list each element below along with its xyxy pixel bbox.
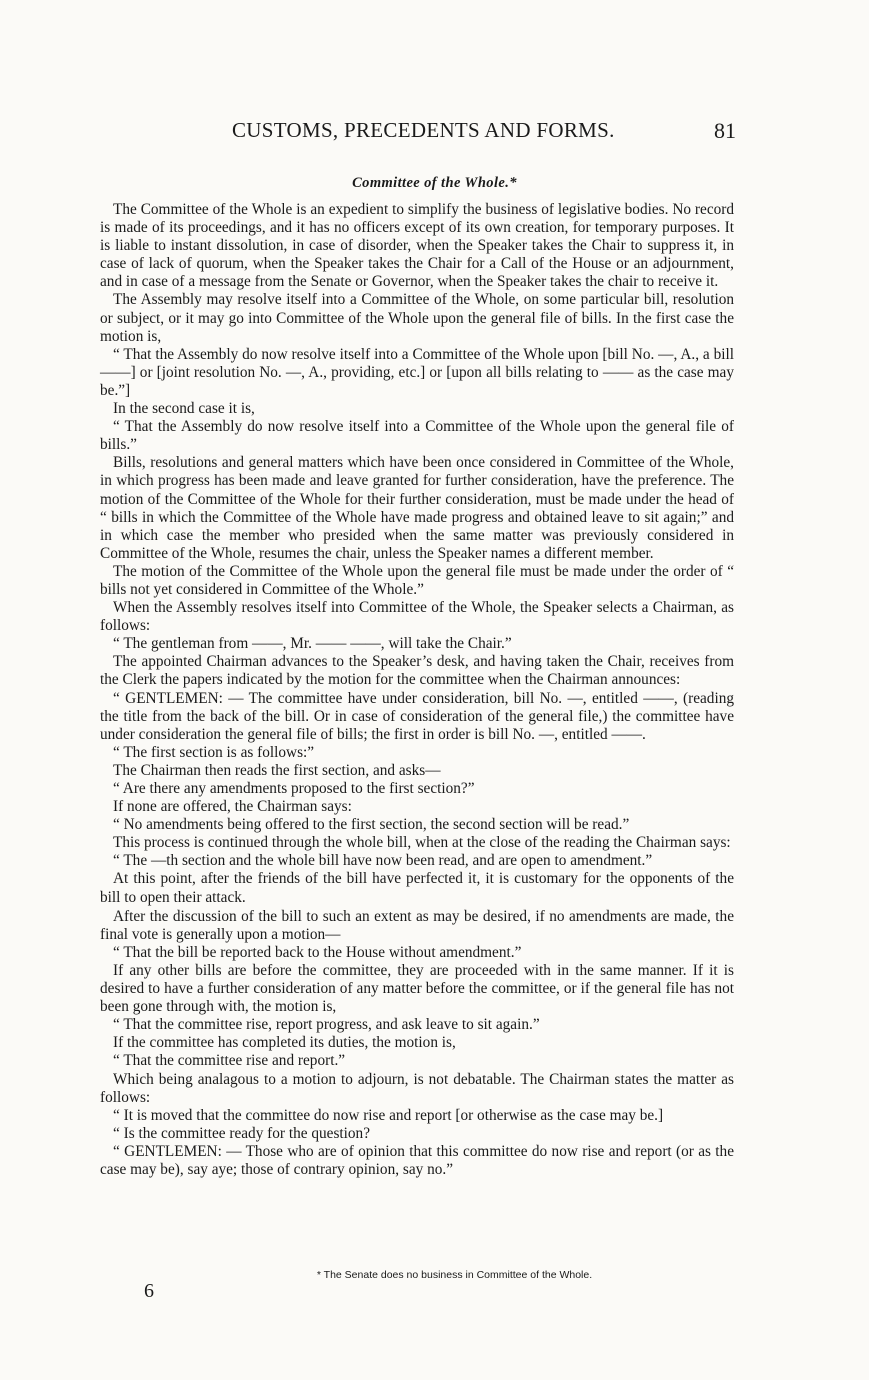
paragraph: If none are offered, the Chairman says:	[113, 798, 352, 816]
paragraph: “ GENTLEMEN: — The committee have under consideration, bill No. —, entitled ——, (reading the title from the back of the bill. Or in case of consideration of the general file,) the committee have under consideration the general file of bills; the first in order is bill No. —, entitled ——.	[100, 689, 734, 743]
paragraph: When the Assembly resolves itself into Committee of the Whole, the Speaker selects a Chairman, as follows:	[100, 599, 734, 635]
paragraph: The Chairman then reads the first section, and asks—	[113, 761, 441, 779]
footnote: * The Senate does no business in Committee of the Whole.	[316, 1269, 593, 1281]
paragraph: Bills, resolutions and general matters which have been once considered in Committee of the Whole, in which progress has been made and leave granted for further consideration, have the preference. The motion of the Committee of the Whole for their further consideration, must be made under the head of “ bills in which the Committee of the Whole have made progress and obtained leave to sit again;” and in which case the member who presided when the same matter was previously considered in Committee of the Whole, resumes the chair, unless the Speaker names a different member.	[100, 454, 734, 562]
paragraph: If the committee has completed its duties, the motion is,	[113, 1034, 456, 1052]
paragraph: “ The —th section and the whole bill have now been read, and are open to amendment.”	[113, 852, 653, 870]
paragraph: The Assembly may resolve itself into a Committee of the Whole, on some particular bill, resolution or subject, or it may go into Committee of the Whole upon the general file of bills. In the first case the motion is,	[100, 291, 734, 345]
paragraph: The motion of the Committee of the Whole upon the general file must be made under the order of “ bills not yet considered in Committee of the Whole.”	[100, 562, 734, 598]
running-title: CUSTOMS, PRECEDENTS AND FORMS.	[232, 118, 615, 142]
body-text	[100, 201, 734, 1179]
paragraph: “ That the committee rise and report.”	[113, 1052, 346, 1070]
paragraph: “ The first section is as follows:”	[113, 743, 315, 761]
running-head	[232, 118, 736, 146]
paragraph: If any other bills are before the committee, they are proceeded with in the same manner. If it is desired to have a further consideration of any matter before the committee, or if the general file has not been gone through with, the motion is,	[100, 961, 734, 1016]
paragraph: In the second case it is,	[113, 400, 255, 418]
paragraph: “ It is moved that the committee do now rise and report [or otherwise as the case may be.]	[113, 1106, 664, 1124]
paragraph: “ Are there any amendments proposed to the first section?”	[113, 780, 475, 797]
paragraph: “ That the Assembly do now resolve itself into a Committee of the Whole upon the general file of bills.”	[100, 418, 734, 454]
page-number: 81	[714, 118, 736, 143]
paragraph: “ Is the committee ready for the question?	[113, 1124, 370, 1142]
signature-mark: 6	[144, 1280, 154, 1302]
paragraph: “ GENTLEMEN: — Those who are of opinion that this committee do now rise and report (or as the case may be), say aye; those of contrary opinion, say no.”	[100, 1142, 734, 1178]
paragraph: “ That the bill be reported back to the House without amendment.”	[113, 943, 522, 961]
paragraph: Which being analagous to a motion to adjourn, is not debatable. The Chairman states the matter as follows:	[100, 1070, 734, 1106]
paragraph: “ No amendments being offered to the first section, the second section will be read.”	[113, 816, 630, 834]
paragraph: “ That the committee rise, report progress, and ask leave to sit again.”	[113, 1016, 540, 1034]
section-title: Committee of the Whole.*	[352, 175, 517, 191]
paragraph: This process is continued through the whole bill, when at the close of the reading the Chairman says:	[113, 834, 731, 852]
paragraph: At this point, after the friends of the bill have perfected it, it is customary for the opponents of the bill to open their attack.	[100, 870, 734, 906]
paragraph: The appointed Chairman advances to the Speaker’s desk, and having taken the Chair, receives from the Clerk the papers indicated by the motion for the committee when the Chairman announces:	[100, 653, 734, 689]
paragraph: “ That the Assembly do now resolve itself into a Committee of the Whole upon [bill No. —, A., a bill ——] or [joint resolution No. —, A., providing, etc.] or [upon all bills relating to —— as the case may be.”]	[100, 345, 734, 399]
paragraph: “ The gentleman from ——, Mr. —— ——, will take the Chair.”	[113, 635, 512, 653]
paragraph: The Committee of the Whole is an expedient to simplify the business of legislative bodies. No record is made of its proceedings, and it has no officers except of its own creation, for temporary purposes. It is liable to instant dissolution, in case of disorder, when the Speaker takes the Chair to suppress it, in case of lack of quorum, when the Speaker takes the Chair for a Call of the House or an adjournment, and in case of a message from the Senate or Governor, when the Speaker takes the chair to receive it.	[100, 201, 734, 291]
paragraph: After the discussion of the bill to such an extent as may be desired, if no amendments are made, the final vote is generally upon a motion—	[100, 907, 734, 943]
